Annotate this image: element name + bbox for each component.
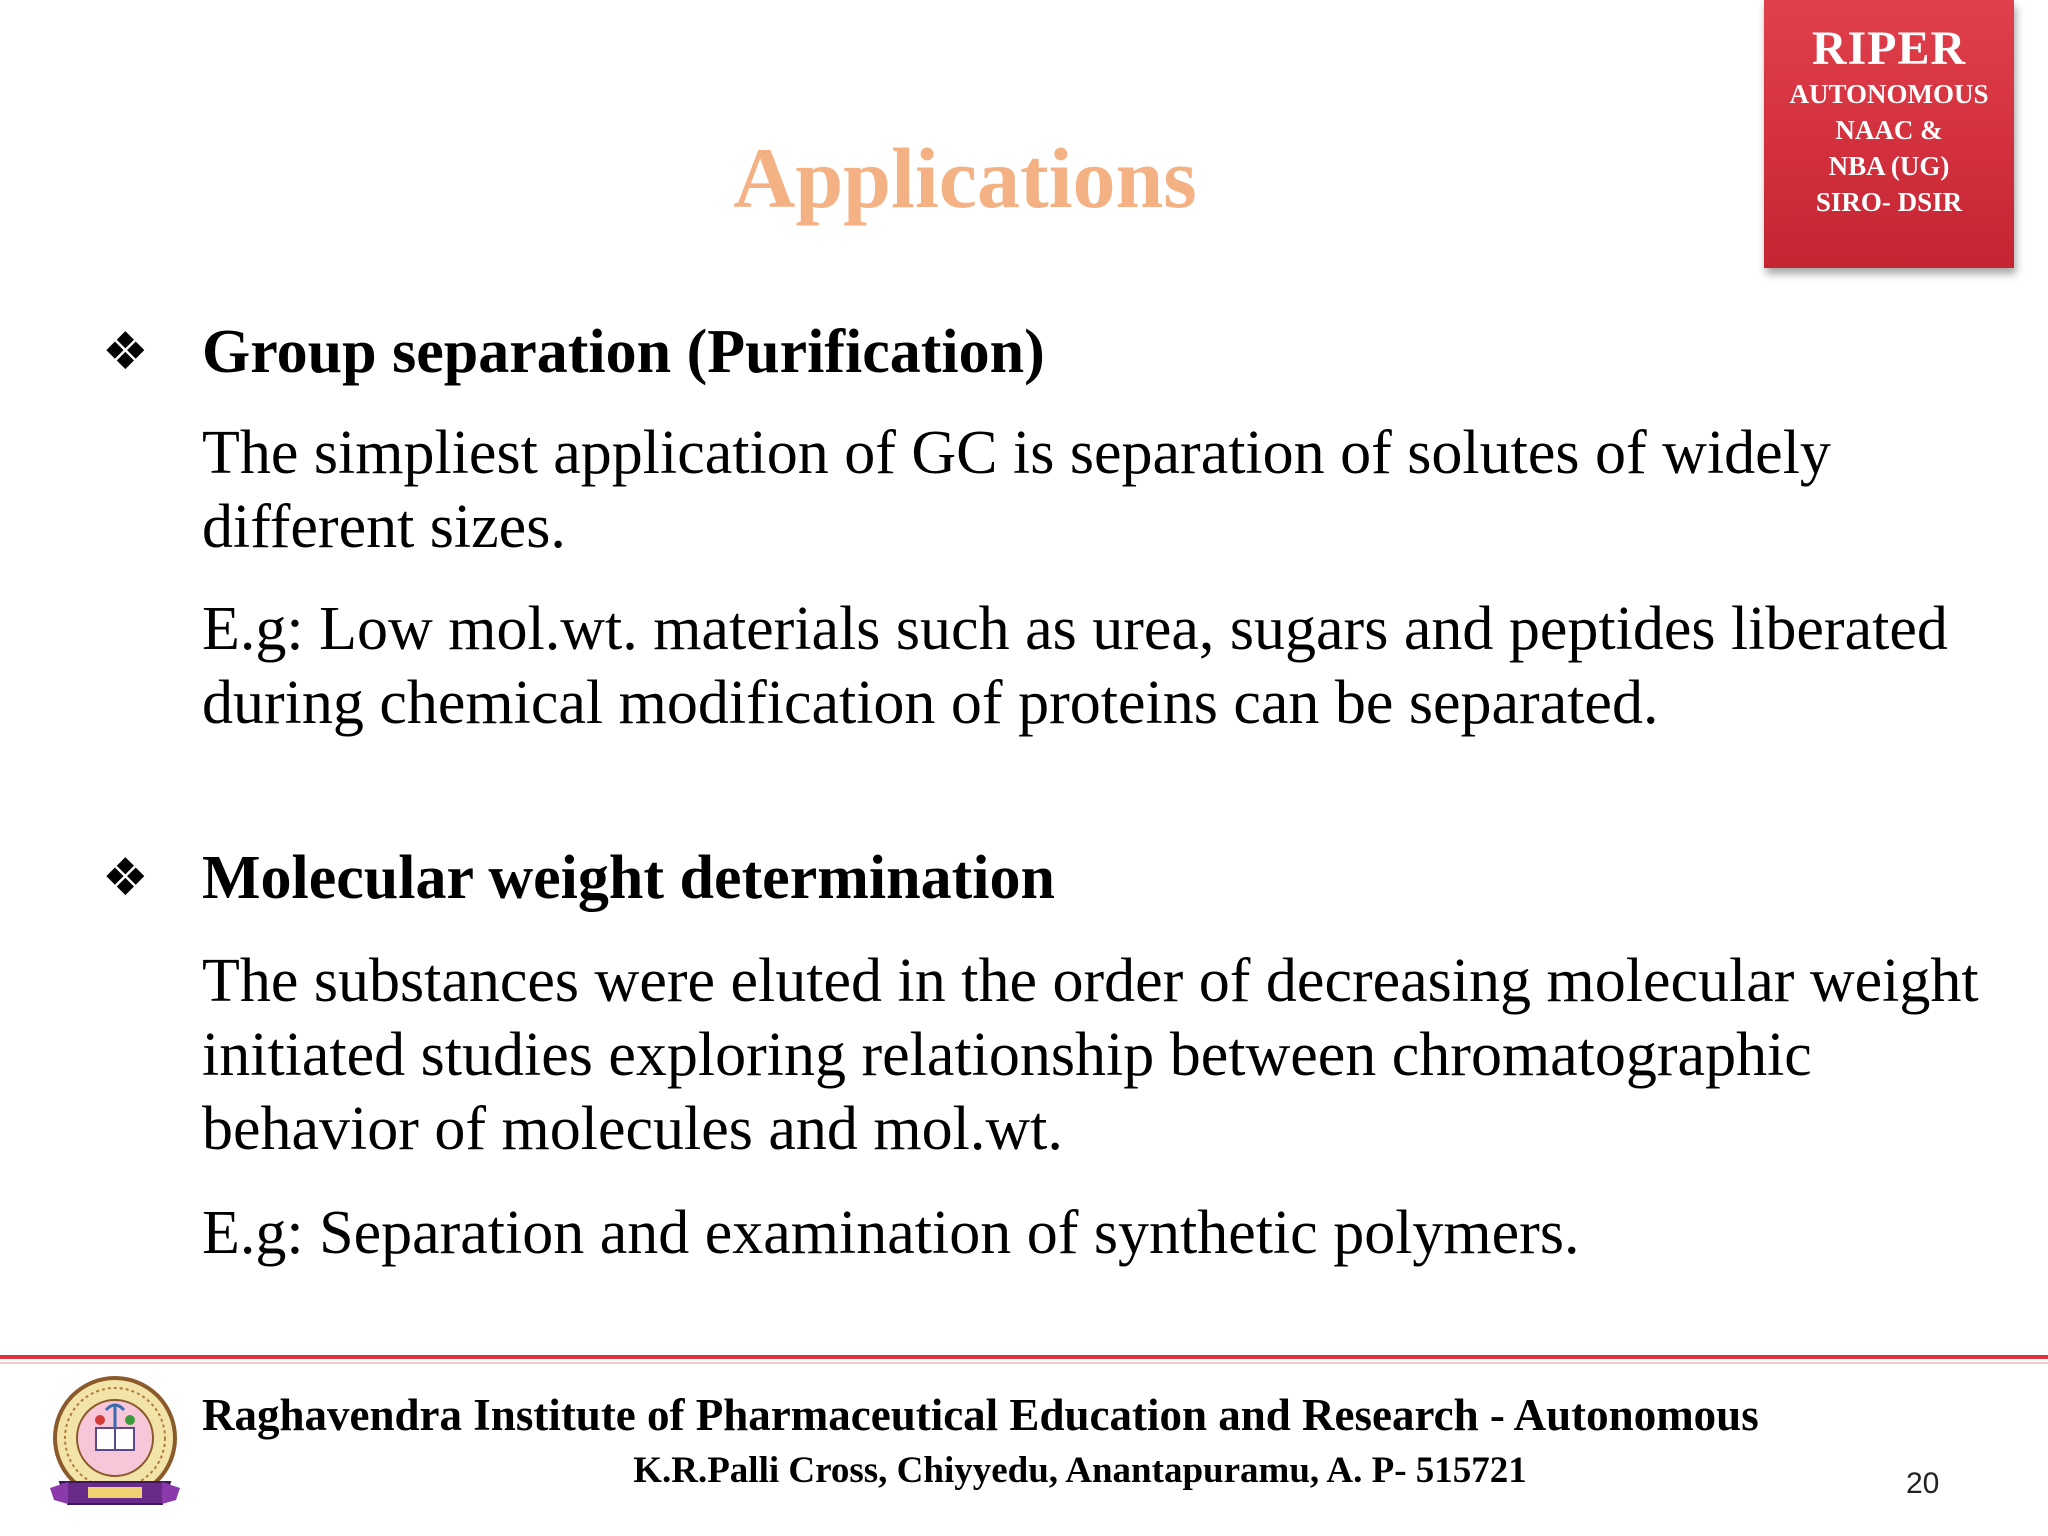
diamond-bullet-icon: ❖ — [102, 848, 149, 908]
badge-line: AUTONOMOUS — [1789, 79, 1989, 109]
badge-title: RIPER — [1811, 22, 1967, 75]
section-heading: Molecular weight determination — [202, 844, 1055, 912]
page-number: 20 — [1906, 1467, 1940, 1500]
footer-divider — [0, 1355, 2048, 1359]
section-paragraph: The simpliest application of GC is separation of solutes of widely different sizes. — [202, 419, 1831, 561]
institute-emblem-icon — [40, 1370, 190, 1520]
footer-divider-shadow — [0, 1362, 2048, 1364]
diamond-bullet-icon: ❖ — [102, 322, 149, 382]
section-paragraph: E.g: Low mol.wt. materials such as urea, sugars and peptides liberated during chemical modification of proteins can be separated. — [202, 595, 1948, 737]
section-paragraph: E.g: Separation and examination of synthetic polymers. — [202, 1199, 1580, 1267]
badge-line: SIRO- DSIR — [1815, 187, 1963, 217]
section-paragraph: The substances were eluted in the order of decreasing molecular weight initiated studies exploring relationship between chromatographic behavior of molecules and mol.wt. — [202, 947, 1979, 1163]
badge-line: NAAC & — [1835, 115, 1943, 145]
badge-line: NBA (UG) — [1828, 151, 1950, 181]
slide-title: Applications — [733, 130, 1197, 226]
section-heading: Group separation (Purification) — [202, 318, 1045, 386]
institution-address: K.R.Palli Cross, Chiyyedu, Anantapuramu, A. P- 515721 — [633, 1450, 1527, 1491]
institution-name: Raghavendra Institute of Pharmaceutical Education and Research - Autonomous — [202, 1390, 1759, 1440]
